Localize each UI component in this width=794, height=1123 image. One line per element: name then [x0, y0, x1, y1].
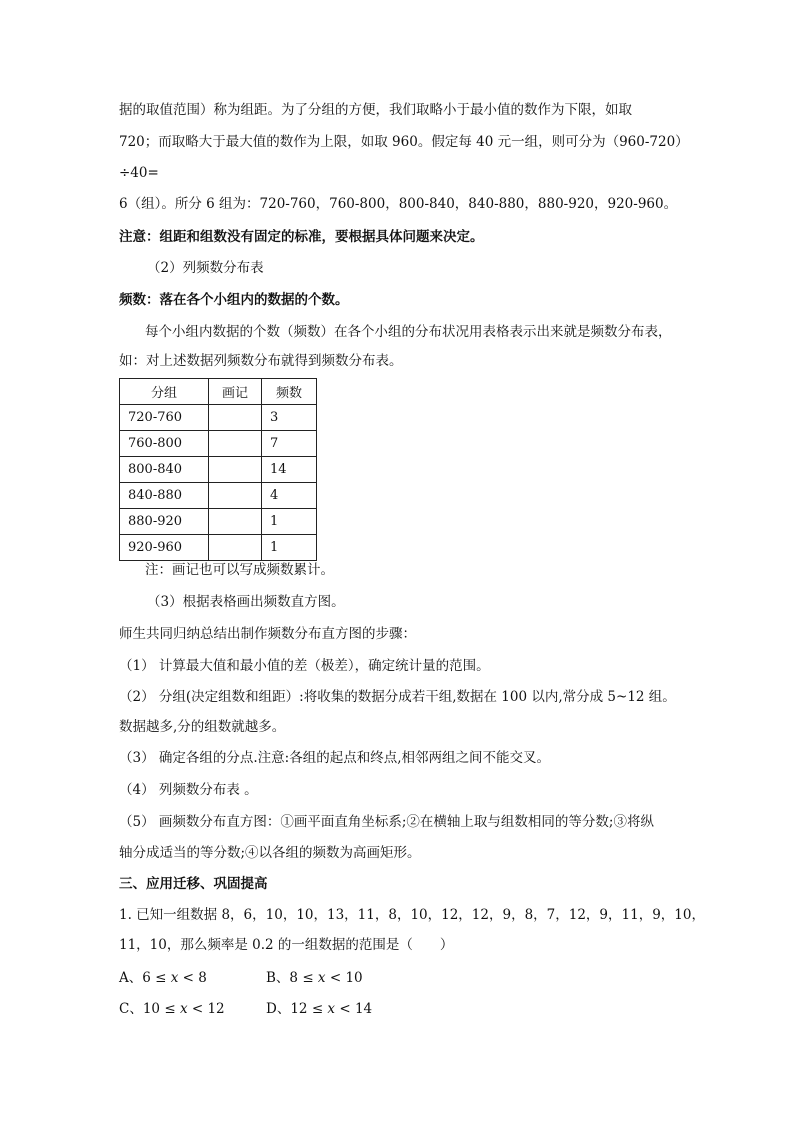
paragraph-line: 720；而取略大于最大值的数作为上限，如取 960。假定每 40 元一组，则可分为（960-720） [119, 134, 689, 150]
option-a: A、6 ≤ x < 8 [119, 970, 207, 986]
frequency-table [119, 378, 317, 561]
freq-cell: 14 [262, 457, 317, 483]
tally-cell [209, 535, 262, 561]
step-item: 轴分成适当的等分数;④以各组的频数为高画矩形。 [119, 845, 421, 861]
option-label: D、 [266, 1001, 291, 1017]
paragraph-line: 每个小组内数据的个数（频数）在各个小组的分布状况用表格表示出来就是频数分布表， [145, 324, 672, 340]
tally-cell [209, 405, 262, 431]
table-row [120, 457, 317, 483]
step-heading: （3）根据表格画出频数直方图。 [147, 594, 345, 610]
group-cell: 720-760 [120, 405, 209, 431]
step-item: （3） 确定各组的分点.注意:各组的起点和终点,相邻两组之间不能交叉。 [119, 750, 551, 766]
step-item: （5） 画频数分布直方图：①画平面直角坐标系;②在横轴上取与组数相同的等分数;③将纵 [119, 814, 654, 830]
table-header-row [120, 379, 317, 405]
group-cell: 880-920 [120, 509, 209, 535]
note-bold: 注意：组距和组数没有固定的标准，要根据具体问题来决定。 [119, 229, 484, 245]
table-row [120, 535, 317, 561]
option-b: B、8 ≤ x < 10 [266, 970, 363, 986]
question-line: 1. 已知一组数据 8，6，10，10，13，11，8，10，12，12，9，8，7，12，9，11，9，10， [119, 907, 705, 923]
section-heading: 三、应用迁移、巩固提高 [119, 876, 268, 892]
summary-line: 师生共同归纳总结出制作频数分布直方图的步骤： [119, 626, 416, 642]
freq-cell: 7 [262, 431, 317, 457]
paragraph-line: ÷40= [119, 165, 159, 181]
group-cell: 760-800 [120, 431, 209, 457]
tally-cell [209, 457, 262, 483]
freq-cell: 1 [262, 535, 317, 561]
option-c: C、10 ≤ x < 12 [119, 1001, 225, 1017]
step-item: （1） 计算最大值和最小值的差（极差），确定统计量的范围。 [119, 658, 490, 674]
tally-cell [209, 509, 262, 535]
tally-cell [209, 431, 262, 457]
group-cell: 800-840 [120, 457, 209, 483]
table-row [120, 405, 317, 431]
table-row [120, 483, 317, 509]
step-item: 数据越多,分的组数就越多。 [119, 719, 286, 735]
option-label: A、 [119, 970, 143, 986]
freq-cell: 4 [262, 483, 317, 509]
step-item: （4） 列频数分布表 。 [119, 782, 258, 798]
tally-cell [209, 483, 262, 509]
option-d: D、12 ≤ x < 14 [266, 1001, 373, 1017]
table-header-cell: 频数 [262, 379, 317, 405]
step-heading: （2）列频数分布表 [147, 260, 264, 276]
freq-cell: 3 [262, 405, 317, 431]
table-row [120, 431, 317, 457]
paragraph-line: 据的取值范围）称为组距。为了分组的方便，我们取略小于最小值的数作为下限，如取 [119, 102, 632, 118]
table-header-cell: 画记 [209, 379, 262, 405]
paragraph-line: 6（组）。所分 6 组为：720-760，760-800，800-840，840-880，880-920，920-960。 [119, 196, 678, 212]
option-label: B、 [266, 970, 290, 986]
table-header-cell: 分组 [120, 379, 209, 405]
frequency-definition: 频数：落在各个小组内的数据的个数。 [119, 292, 349, 308]
group-cell: 920-960 [120, 535, 209, 561]
step-item: （2） 分组(决定组数和组距）:将收集的数据分成若干组,数据在 100 以内,常分成 5~12 组。 [119, 689, 676, 705]
freq-cell: 1 [262, 509, 317, 535]
table-row [120, 509, 317, 535]
question-line: 11，10，那么频率是 0.2 的一组数据的范围是（ ） [119, 937, 454, 953]
table-note: 注：画记也可以写成频数累计。 [145, 562, 334, 578]
option-label: C、 [119, 1001, 143, 1017]
group-cell: 840-880 [120, 483, 209, 509]
paragraph-line: 如：对上述数据列频数分布就得到频数分布表。 [119, 353, 403, 369]
